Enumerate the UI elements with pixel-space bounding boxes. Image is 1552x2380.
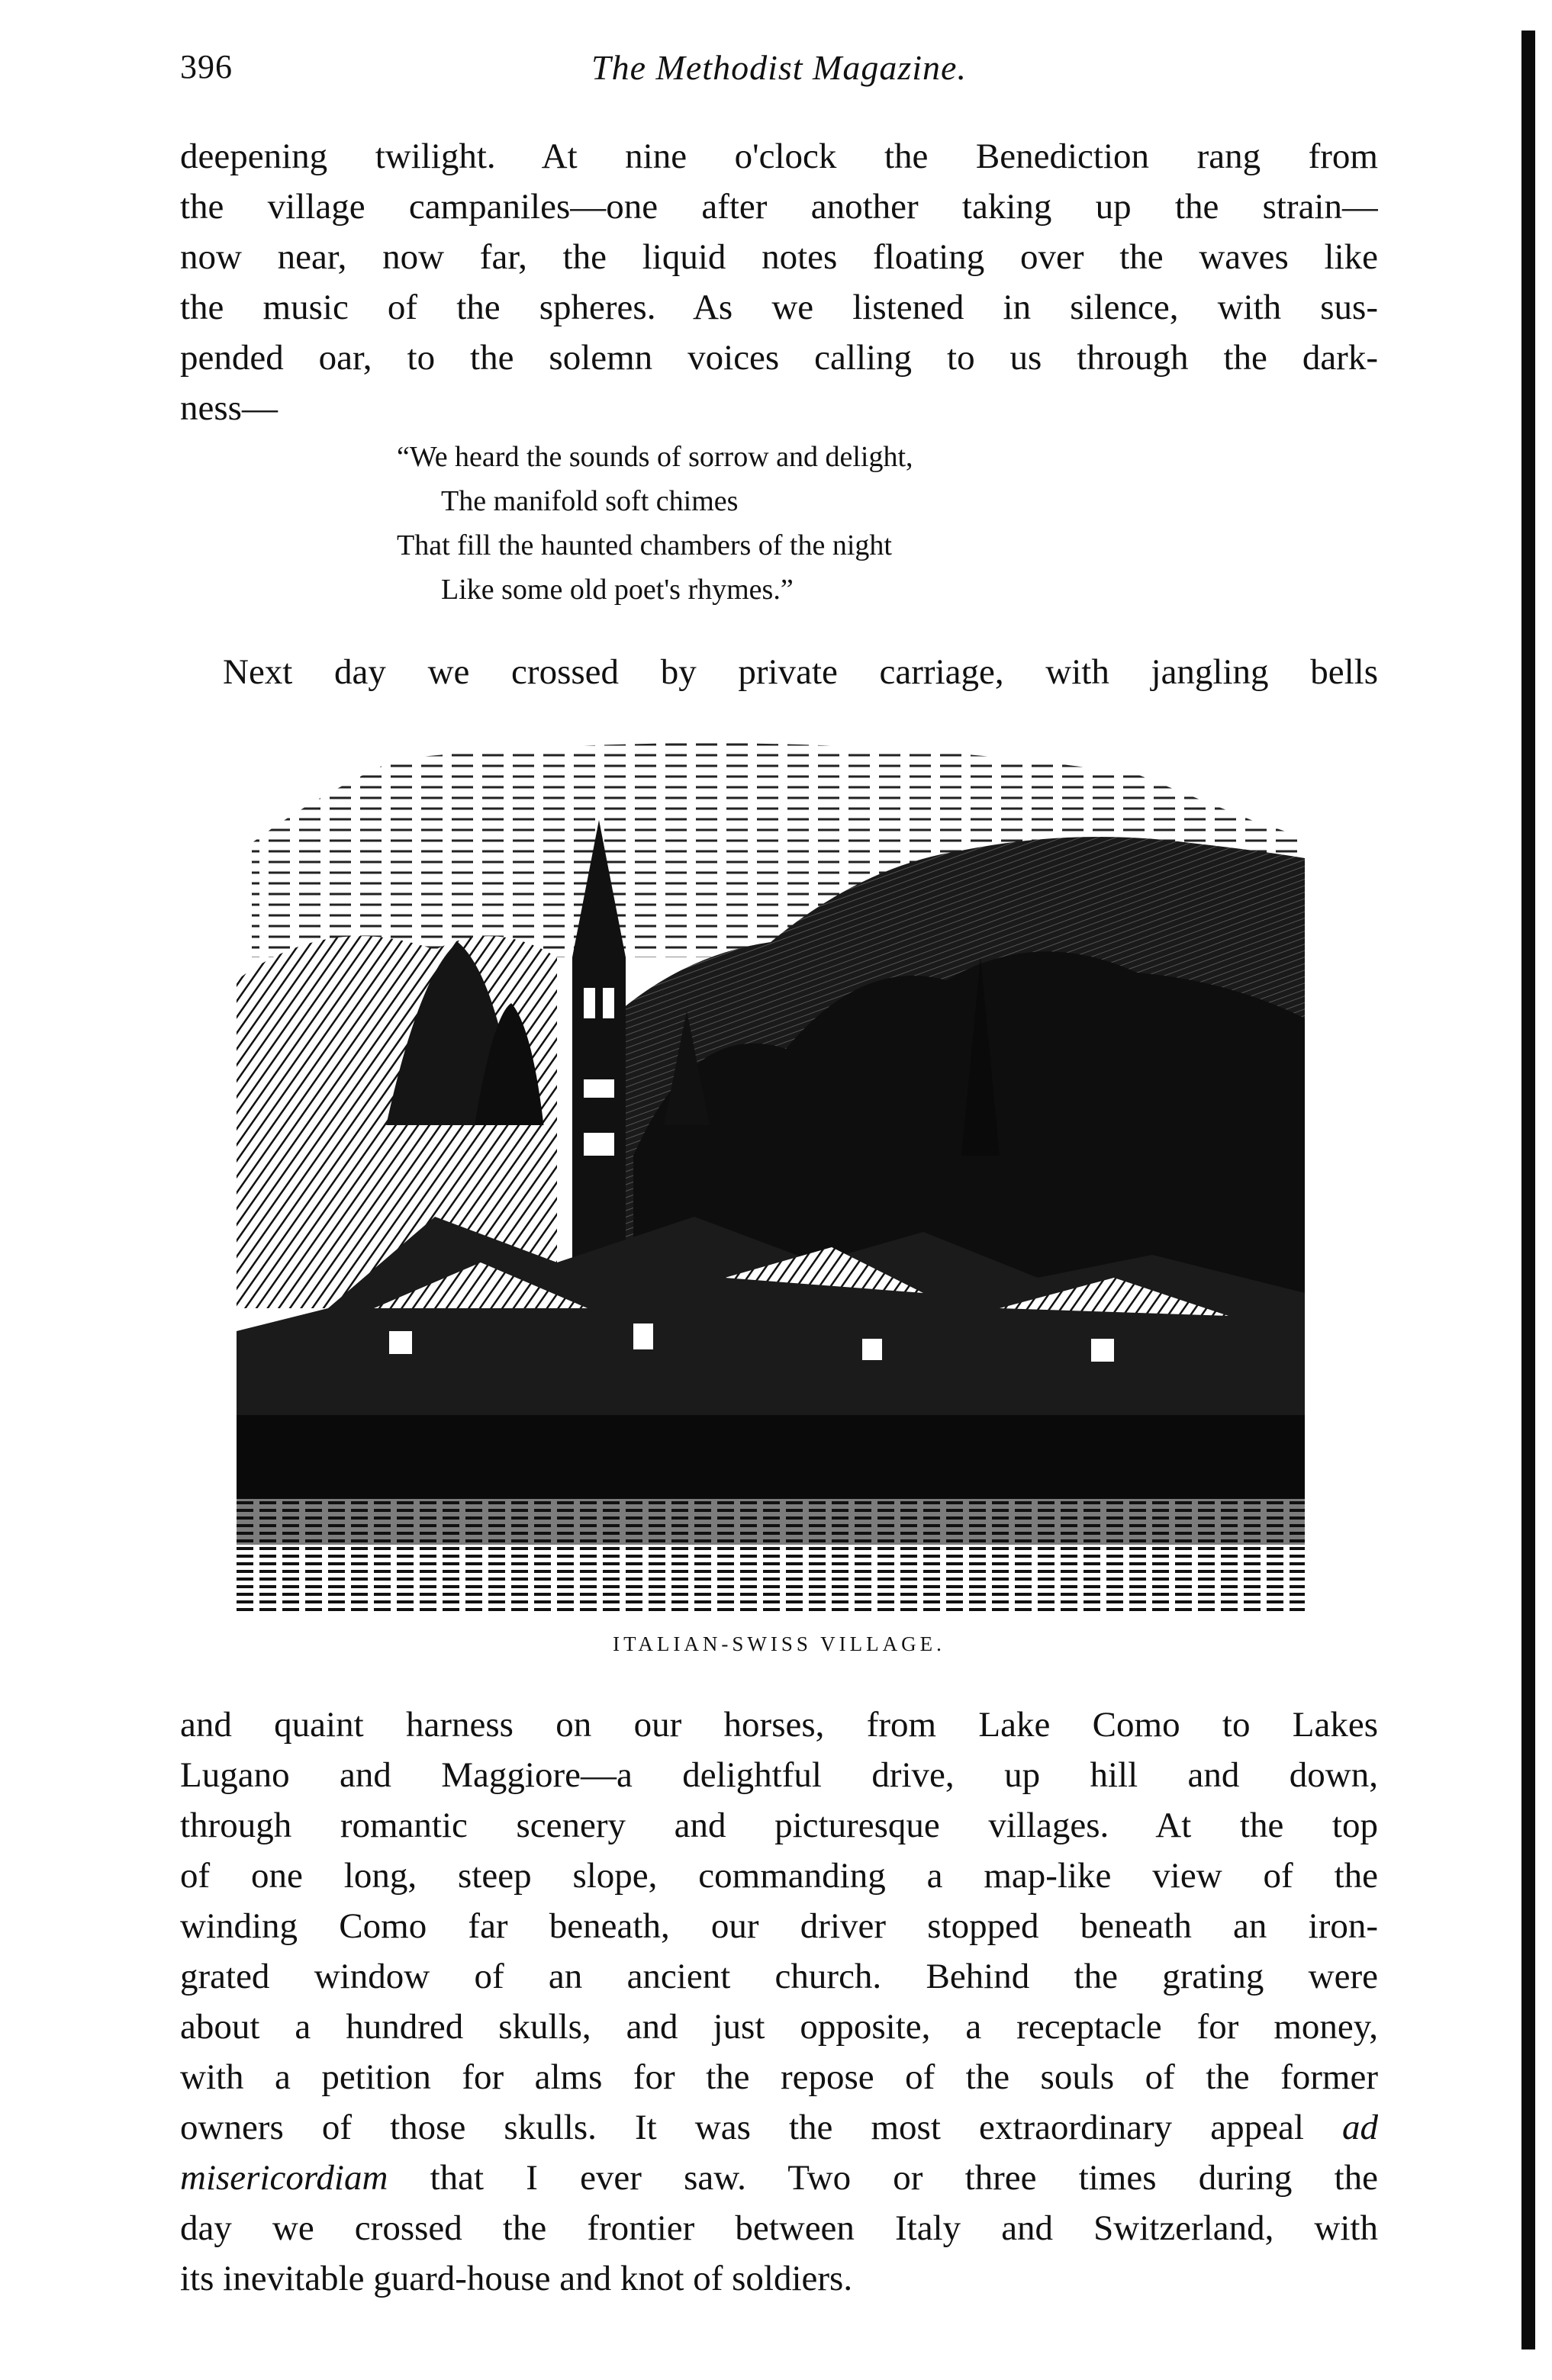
text-line: grated window of an ancient church. Behind the grating were [180,1957,1378,1996]
scan-edge-bar [1521,31,1535,2349]
page-header [180,47,1378,101]
text-line: and quaint harness on our horses, from Lake Como to Lakes [180,1705,1378,1745]
text-fragment: owners of those skulls. It was the most extraordinary appeal [180,2108,1304,2147]
text-line: pended oar, to the solemn voices calling to us through the dark- [180,338,1378,378]
text-fragment: that I ever saw. Two or three times during the [388,2158,1378,2198]
text-line: of one long, steep slope, commanding a map-like view of the [180,1856,1378,1896]
running-title: The Methodist Magazine. [591,48,967,87]
text-line: Lugano and Maggiore—a delightful drive, up hill and down, [180,1755,1378,1795]
italic-phrase: misericordiam [180,2158,388,2198]
poem-line: The manifold soft chimes [441,485,739,517]
poem-line: “We heard the sounds of sorrow and delight, [397,441,913,473]
text-line: through romantic scenery and picturesque villages. At the top [180,1806,1378,1845]
paragraph-2-first-line: Next day we crossed by private carriage, with jangling bells [223,652,1378,692]
text-line: ness— [180,388,278,428]
text-line-with-italic [180,2102,1378,2153]
text-line: deepening twilight. At nine o'clock the Benediction rang from [180,137,1378,176]
illustration-caption: ITALIAN-SWISS VILLAGE. [613,1632,945,1655]
text-line: now near, now far, the liquid notes floating over the waves like [180,237,1378,277]
text-line: with a petition for alms for the repose of the souls of the former [180,2057,1378,2097]
text-line: its inevitable guard-house and knot of soldiers. [180,2259,853,2298]
text-line: about a hundred skulls, and just opposite, a receptacle for money, [180,2007,1378,2047]
page-number: 396 [180,48,233,85]
italic-phrase: ad [1342,2108,1378,2147]
poem-line: That fill the haunted chambers of the night [397,529,892,561]
text-line: the music of the spheres. As we listened in silence, with sus- [180,288,1378,327]
paragraph-1 [180,131,1378,433]
text-line: day we crossed the frontier between Italy and Switzerland, with [180,2208,1378,2248]
poem-line: Like some old poet's rhymes.” [441,574,794,606]
text-line: winding Como far beneath, our driver stopped beneath an iron- [180,1906,1378,1946]
text-line: the village campaniles—one after another taking up the strain— [180,187,1378,227]
text-line-with-italic [180,2153,1378,2203]
village-engraving [237,728,1305,1617]
poem-quote [397,435,1160,612]
paragraph-2 [180,1700,1378,2304]
